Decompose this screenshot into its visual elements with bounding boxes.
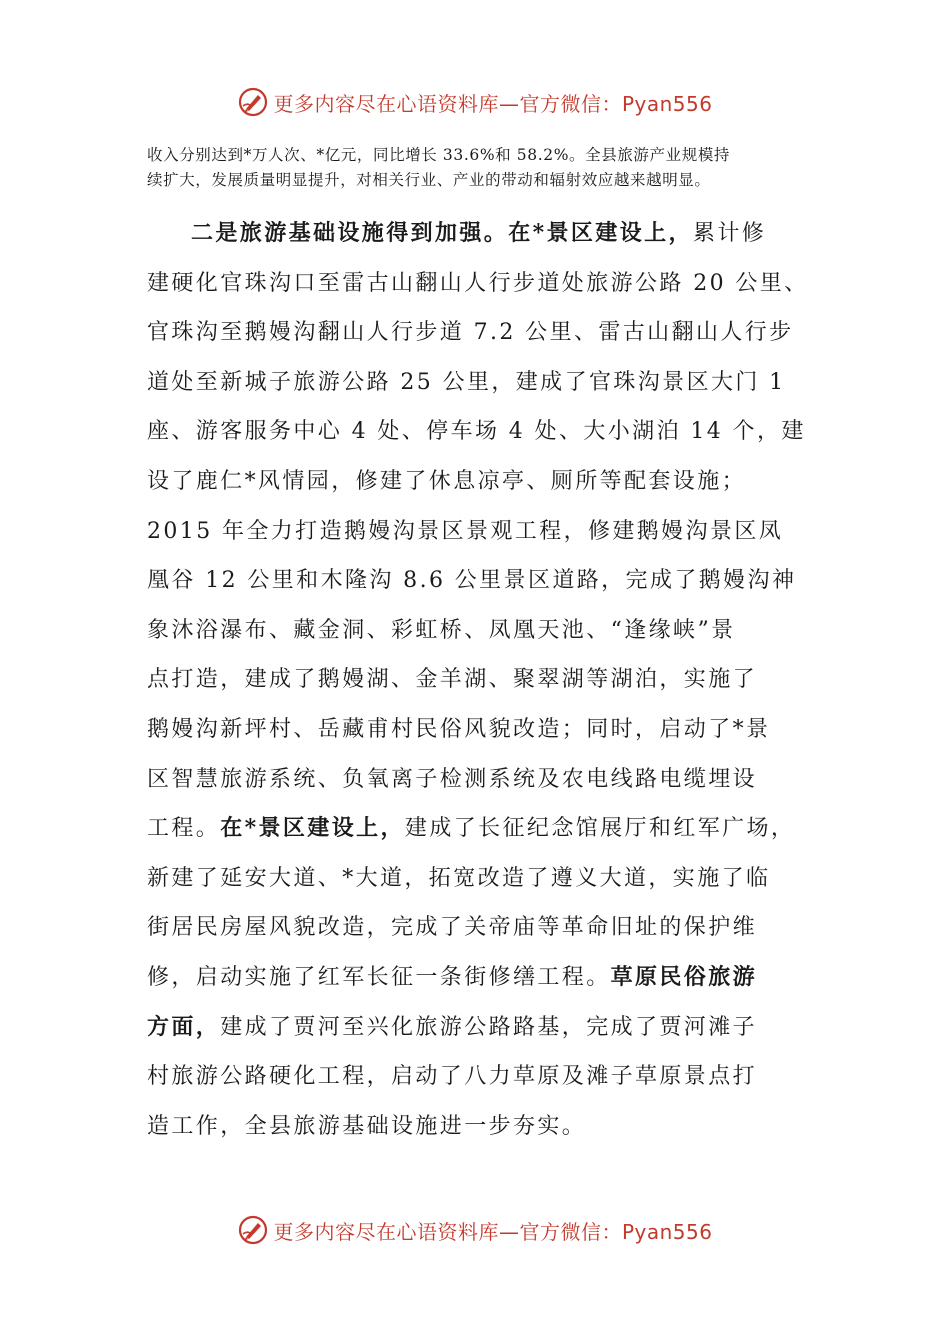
footer-banner	[0, 1210, 950, 1250]
paragraph-line	[147, 1003, 809, 1053]
paragraph-line: 新建了延安大道、*大道，拓宽改造了遵义大道，实施了临	[147, 865, 771, 891]
line-text: 建成了长征纪念馆展厅和红军广场，	[404, 816, 796, 842]
header-banner-text: 更多内容尽在心语资料库—官方微信：Pyan556	[273, 91, 713, 116]
bold-heading: 二是旅游基础设施得到加强。在*景区建设上，	[191, 220, 693, 246]
paragraph-line: 村旅游公路硬化工程，启动了八力草原及滩子草原景点打	[147, 1064, 758, 1090]
paragraph-line: 设了鹿仁*风情园，修建了休息凉亭、厕所等配套设施；	[147, 468, 747, 494]
paragraph-line: 道处至新城子旅游公路 25 公里，建成了官珠沟景区大门 1	[147, 369, 786, 395]
line-text: 建成了贾河至兴化旅游公路路基，完成了贾河滩子	[220, 1014, 758, 1040]
paragraph-line: 点打造，建成了鹅嫚湖、金羊湖、聚翠湖等湖泊，实施了	[147, 667, 758, 693]
line-text: 修，启动实施了红军长征一条街修缮工程。	[147, 964, 611, 990]
bold-heading: 方面，	[147, 1013, 221, 1040]
intro-line: 续扩大，发展质量明显提升，对相关行业、产业的带动和辐射效应越来越明显。	[147, 171, 711, 189]
intro-paragraph	[147, 143, 807, 193]
paragraph-line: 官珠沟至鹅嫚沟翻山人行步道 7.2 公里、雷古山翻山人行步	[147, 320, 794, 346]
header-banner	[0, 82, 950, 122]
paragraph-line	[147, 953, 809, 1003]
bold-heading: 在*景区建设上，	[220, 815, 405, 842]
paragraph-line: 象沐浴瀑布、藏金洞、彩虹桥、凤凰天池、“逢缘峡”景	[147, 617, 736, 643]
paragraph-line	[147, 804, 809, 854]
bold-heading: 草原民俗旅游	[610, 963, 758, 990]
paragraph-line: 街居民房屋风貌改造，完成了关帝庙等革命旧址的保护维	[147, 915, 758, 941]
paragraph-line: 座、游客服务中心 4 处、停车场 4 处、大小湖泊 14 个，建	[147, 419, 806, 445]
intro-line: 收入分别达到*万人次、*亿元，同比增长 33.6%和 58.2%。全县旅游产业规模持	[147, 146, 731, 164]
line-text: 累计修	[692, 221, 767, 246]
paragraph-line	[147, 209, 809, 259]
paragraph-line: 区智慧旅游系统、负氧离子检测系统及农电线路电缆埋设	[147, 766, 758, 792]
paragraph-line: 建硬化官珠沟口至雷古山翻山人行步道处旅游公路 20 公里、	[147, 270, 809, 296]
main-paragraph	[147, 209, 809, 1151]
paragraph-line: 2015 年全力打造鹅嫚沟景区景观工程，修建鹅嫚沟景区凤	[147, 518, 784, 544]
pen-logo-icon	[237, 1214, 269, 1246]
paragraph-line: 鹅嫚沟新坪村、岳藏甫村民俗风貌改造；同时，启动了*景	[147, 716, 771, 742]
paragraph-line: 造工作，全县旅游基础设施进一步夯实。	[147, 1113, 587, 1139]
line-text: 工程。	[147, 816, 221, 842]
footer-banner-text: 更多内容尽在心语资料库—官方微信：Pyan556	[273, 1219, 713, 1244]
paragraph-line: 凰谷 12 公里和木隆沟 8.6 公里景区道路，完成了鹅嫚沟神	[147, 568, 797, 594]
pen-logo-icon	[237, 86, 269, 118]
